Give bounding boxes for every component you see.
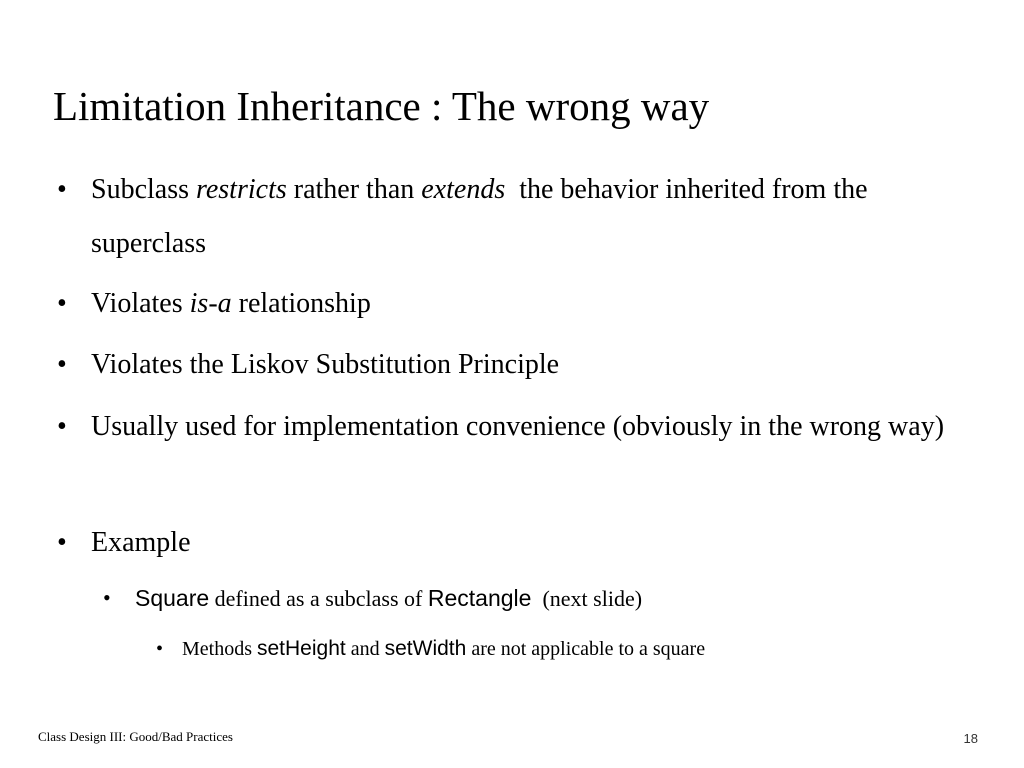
code-term-setwidth: setWidth xyxy=(384,637,467,660)
bullet-text: Usually used for implementation convenience (obviously in the wrong way) xyxy=(91,411,945,442)
bullet-text: Violates is-a relationship xyxy=(91,288,371,319)
bullet-item xyxy=(57,516,977,570)
slide-title: Limitation Inheritance : The wrong way xyxy=(53,83,710,129)
bullet-item xyxy=(57,400,977,454)
bullet-marker: • xyxy=(57,349,67,380)
bullet-marker: • xyxy=(57,527,67,558)
bullet-item xyxy=(57,163,977,271)
bullet-marker: • xyxy=(57,288,67,319)
sub-sub-bullet-item xyxy=(156,634,976,664)
sub-sub-bullet-text: Methods setHeight and setWidth are not applicable to a square xyxy=(182,637,706,660)
bullet-text: Subclass restricts rather than extends the behavior inherited from the superclass xyxy=(91,174,875,259)
emphasis-restricts: restricts xyxy=(196,174,287,205)
bullet-marker: • xyxy=(57,174,67,205)
sub-bullet-text: Square defined as a subclass of Rectangle (next slide) xyxy=(135,585,643,611)
bullet-marker: • xyxy=(103,585,111,610)
bullet-marker: • xyxy=(57,411,67,442)
bullet-item xyxy=(57,338,977,392)
emphasis-is-a: is-a xyxy=(189,288,232,319)
code-term-square: Square xyxy=(135,585,210,611)
footer-course-title: Class Design III: Good/Bad Practices xyxy=(38,729,233,744)
code-term-rectangle: Rectangle xyxy=(427,585,532,611)
bullet-item xyxy=(57,277,977,331)
bullet-text: Example xyxy=(91,527,191,558)
emphasis-extends: extends xyxy=(421,174,506,205)
code-term-setheight: setHeight xyxy=(257,637,346,660)
footer-page-number: 18 xyxy=(963,731,978,746)
bullet-marker: • xyxy=(156,638,164,660)
bullet-text: Violates the Liskov Substitution Principle xyxy=(91,349,560,380)
sub-bullet-item xyxy=(103,582,963,615)
